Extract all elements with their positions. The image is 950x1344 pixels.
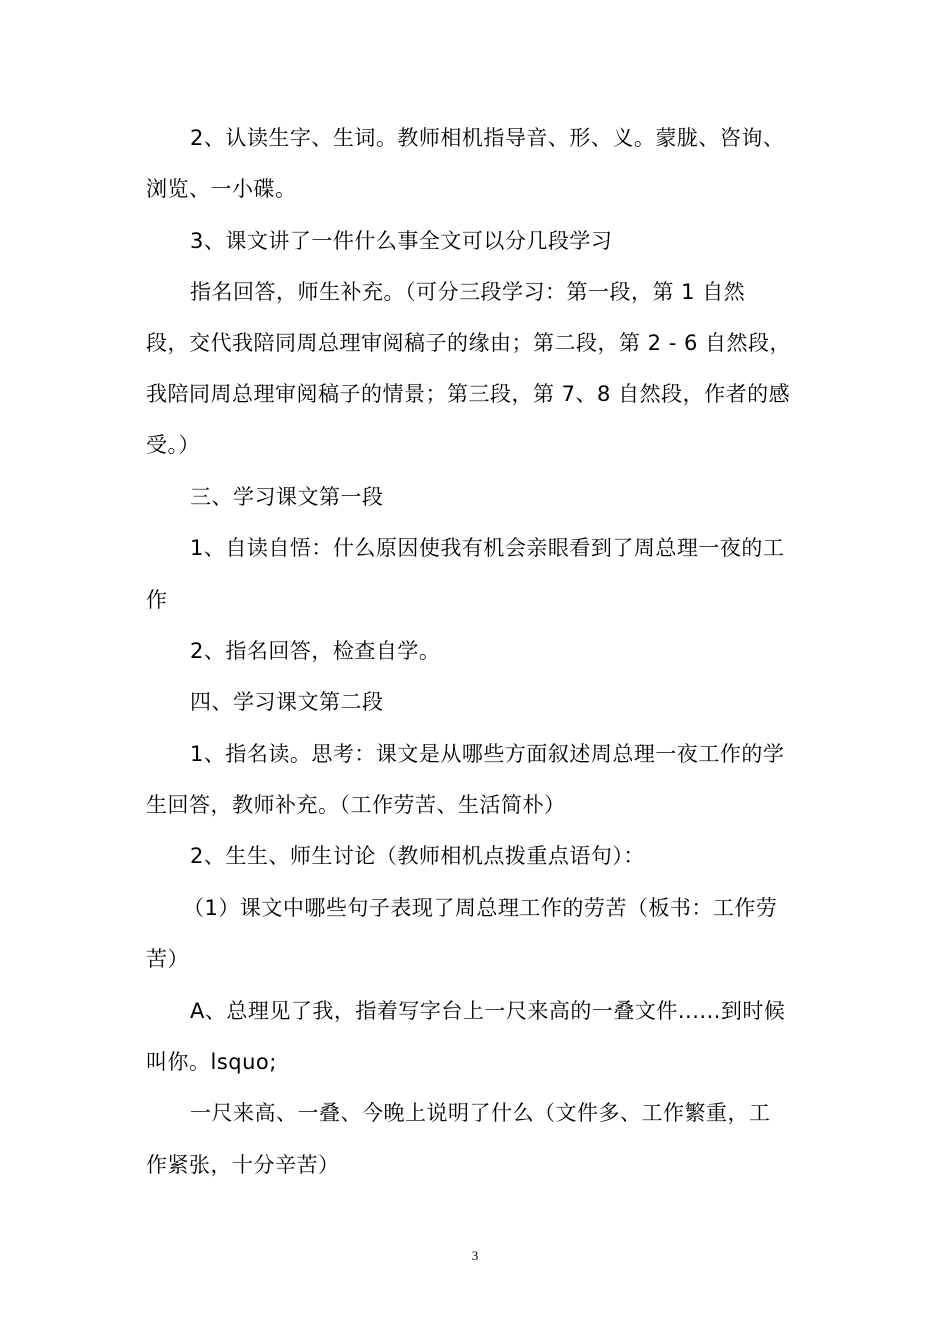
paragraph-line: 作 (146, 588, 168, 612)
page-number: 3 (471, 1248, 479, 1263)
paragraph-line: 苦） (146, 947, 189, 971)
paragraph-line: （1）课文中哪些句子表现了周总理工作的劳苦（板书：工作劳 (183, 896, 778, 920)
paragraph-line: 生回答，教师补充。（工作劳苦、生活简朴） (146, 793, 566, 817)
section-heading: 四、学习课文第二段 (190, 690, 384, 714)
paragraph-line: 浏览、一小碟。 (146, 177, 297, 201)
paragraph-line: A、总理见了我，指着写字台上一尺来高的一叠文件......到时候 (190, 999, 786, 1023)
paragraph-line: 3、课文讲了一件什么事全文可以分几段学习 (190, 229, 613, 253)
paragraph-line: 2、生生、师生讨论（教师相机点拨重点语句）： (190, 844, 645, 868)
paragraph-line: 指名回答，师生补充。（可分三段学习：第一段，第 1 自然 (190, 280, 746, 304)
paragraph-line: 叫你。lsquo; (146, 1050, 277, 1074)
section-heading: 三、学习课文第一段 (190, 485, 384, 509)
paragraph-line: 受。） (146, 433, 200, 457)
paragraph-line: 1、指名读。思考：课文是从哪些方面叙述周总理一夜工作的学 (190, 742, 785, 766)
paragraph-line: 我陪同周总理审阅稿子的情景；第三段，第 7、8 自然段，作者的感 (146, 382, 791, 406)
paragraph-line: 段，交代我陪同周总理审阅稿子的缘由；第二段，第 2 - 6 自然段， (146, 331, 791, 355)
paragraph-line: 1、自读自悟：什么原因使我有机会亲眼看到了周总理一夜的工 (190, 536, 785, 560)
paragraph-line: 一尺来高、一叠、今晚上说明了什么（文件多、工作繁重，工 (190, 1101, 771, 1125)
paragraph-line: 2、认读生字、生词。教师相机指导音、形、义。蒙胧、咨询、 (190, 126, 785, 150)
paragraph-line: 作紧张，十分辛苦） (146, 1153, 340, 1177)
paragraph-line: 2、指名回答，检查自学。 (190, 639, 441, 663)
